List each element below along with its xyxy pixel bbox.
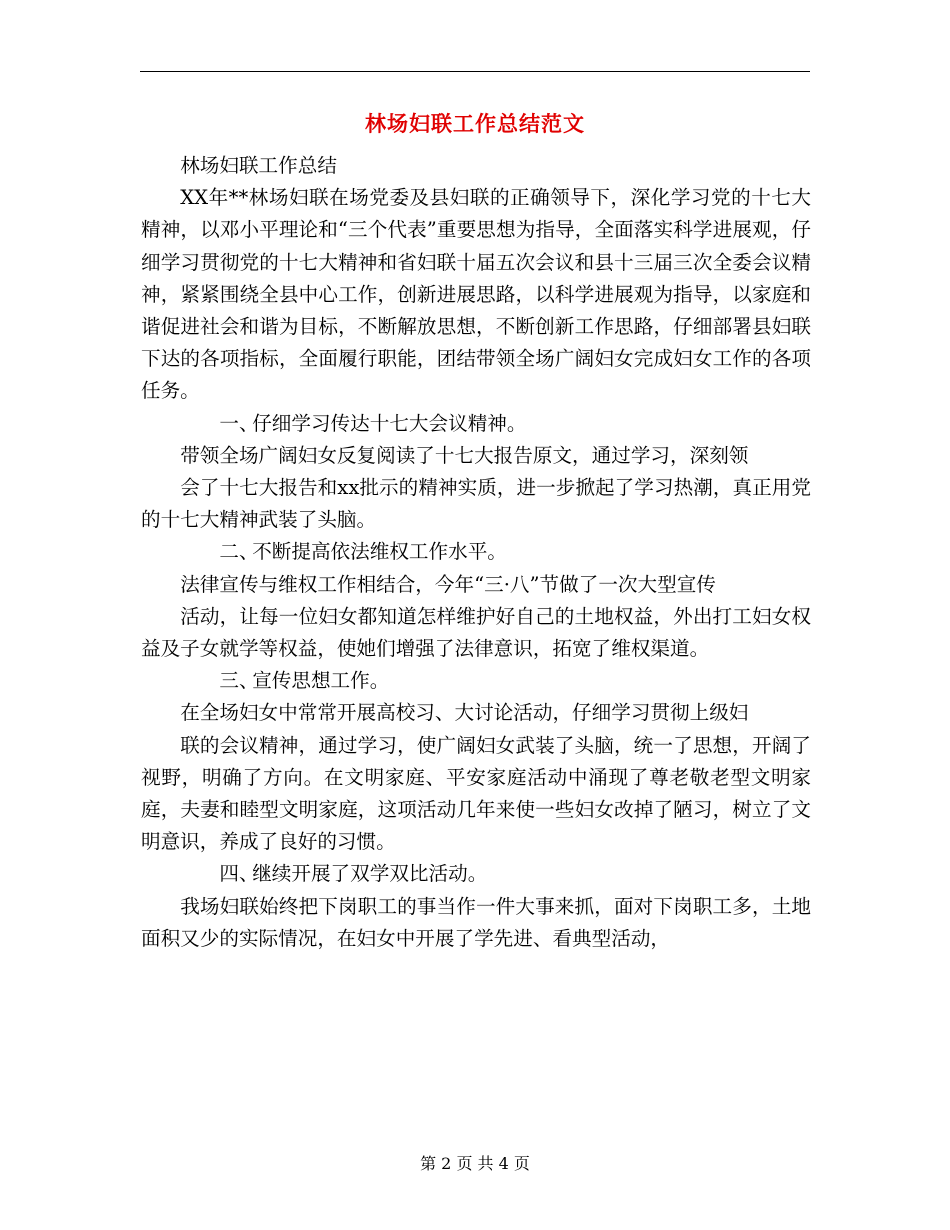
paragraph: 我场妇联始终把下岗职工的事当作一件大事来抓，面对下岗职工多，土地面积又少的实际情况，在妇女中开展了学先进、看典型活动， [141,894,811,950]
section-heading-text: 仔细学习传达十七大会议精神。 [252,411,527,435]
document-body [141,150,811,955]
section-number: 四、 [219,862,259,886]
paragraph: 在全场妇女中常常开展高校习、大讨论活动，仔细学习贯彻上级妇 [180,701,749,725]
section-heading [141,858,811,890]
section-heading-text: 不断提高依法维权工作水平。 [252,540,507,564]
section-number: 二、 [219,540,259,564]
section-heading-text: 宣传思想工作。 [252,669,390,693]
section-number: 三、 [219,669,259,693]
section-heading [141,408,811,440]
page-number-footer: 第 2 页 共 4 页 [420,1154,530,1173]
section-heading [141,536,811,568]
paragraph: 法律宣传与维权工作相结合，今年“三·八”节做了一次大型宣传 [180,572,716,596]
section-heading [141,665,811,697]
paragraph: 会了十七大报告和xx批示的精神实质，进一步掀起了学习热潮，真正用党的十七大精神武装了头脑。 [141,476,811,532]
section-number: 一、 [219,411,259,435]
paragraph: 联的会议精神，通过学习，使广阔妇女武装了头脑，统一了思想，开阔了视野，明确了方向。在文明家庭、平安家庭活动中涌现了尊老敬老型文明家庭，夫妻和睦型文明家庭，这项活动几年来使一些妇女改掉了陋习，树立了文明意识，养成了良好的习惯。 [141,733,811,854]
header-rule [140,71,810,72]
paragraph: XX年**林场妇联在场党委及县妇联的正确领导下，深化学习党的十七大精神，以邓小平理论和“三个代表”重要思想为指导，全面落实科学进展观，仔细学习贯彻党的十七大精神和省妇联十届五次会议和县十三届三次全委会议精神，紧紧围绕全县中心工作，创新进展思路，以科学进展观为指导，以家庭和谐促进社会和谐为目标，不断解放思想，不断创新工作思路，仔细部署县妇联下达的各项指标，全面履行职能，团结带领全场广阔妇女完成妇女工作的各项任务。 [141,186,811,403]
paragraph: 活动，让每一位妇女都知道怎样维护好自己的土地权益，外出打工妇女权益及子女就学等权益，使她们增强了法律意识，拓宽了维权渠道。 [141,604,811,661]
document-title: 林场妇联工作总结范文 [365,111,585,136]
section-heading-text: 继续开展了双学双比活动。 [252,862,488,886]
paragraph: 林场妇联工作总结 [180,154,337,177]
paragraph: 带领全场广阔妇女反复阅读了十七大报告原文，通过学习，深刻领 [180,443,749,467]
